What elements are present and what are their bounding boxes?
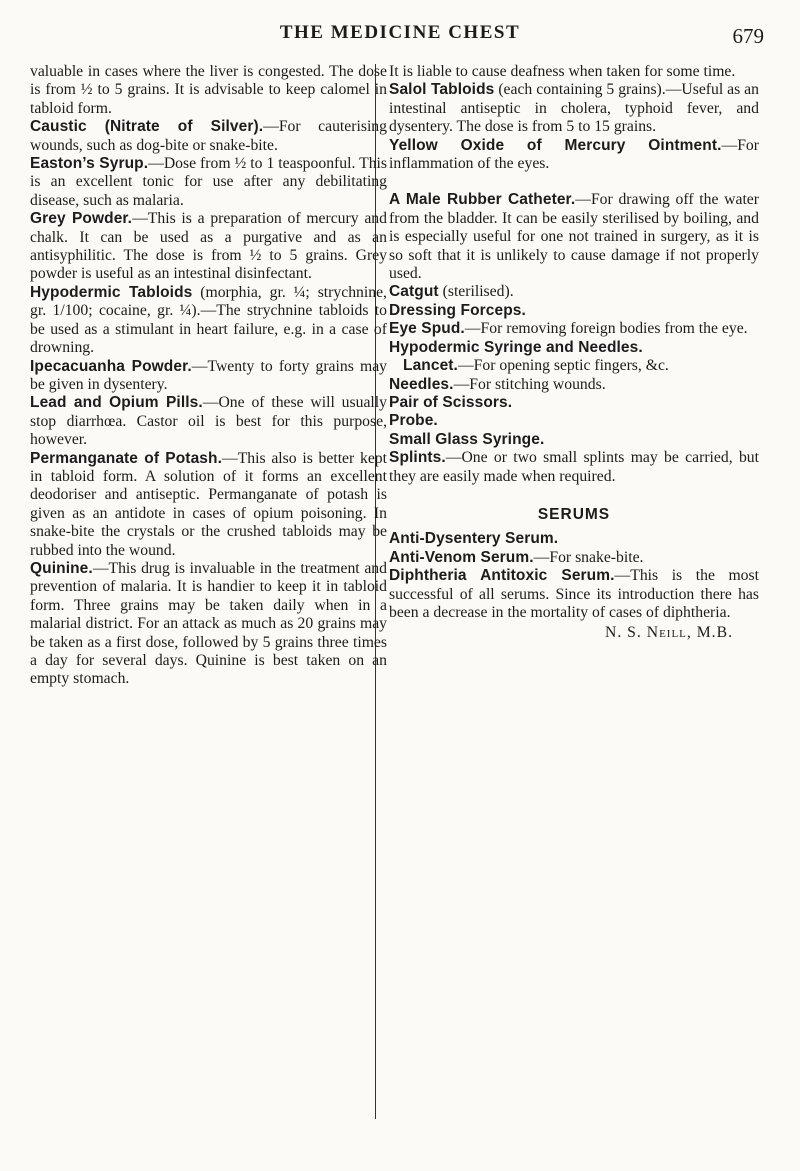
entry-term: Ipecacuanha Powder.: [30, 357, 192, 375]
entry-text: —Twenty to forty grains may be given in dysentery.: [30, 357, 388, 393]
entry-text: (each containing 5 grains).—Useful as an intestinal antiseptic in cholera, typhoid fever, and dysentery. The dose is from 5 to 15 grains.: [389, 81, 759, 136]
entry-eastons-syrup: [30, 155, 387, 210]
entry-term: Probe.: [389, 412, 438, 430]
entry-term: Lancet.: [403, 357, 458, 375]
paragraph-text: It is liable to cause deafness when taken for some time.: [389, 63, 736, 80]
entry-eye-spud: [389, 320, 759, 338]
entry-ipecacuanha: [30, 358, 387, 395]
entry-probe: [389, 412, 759, 430]
entry-quinine: [30, 560, 387, 689]
entry-term: Hypodermic Syringe and Needles.: [389, 338, 643, 356]
entry-term: Salol Tabloids: [389, 81, 495, 99]
entry-term: Caustic (Nitrate of Silver).: [30, 118, 264, 136]
entry-term: Easton’s Syrup.: [30, 155, 149, 173]
entry-salol-tabloids: [389, 81, 759, 136]
entry-text: (morphia, gr. ¼; strychnine, gr. 1/100; cocaine, gr. ¼).—The strychnine tabloids to be used as a stimulant in heart failure, e.g. in a case of drowning.: [30, 283, 387, 357]
entry-text: —This also is better kept in tabloid form. A solution of it forms an excellent deodoriser and antiseptic. Permanganate of potash is given as an antidote in cases of opium poisoning. In snake-bite the crystals or the crushed tabloids may be rubbed into the wound.: [30, 449, 387, 559]
entry-text: —For drawing off the water from the bladder. It can be easily sterilised by boiling, and is especially useful for one not trained in surgery, as it is so soft that it is unlikely to cause damage if not properly used.: [389, 191, 759, 283]
entry-term: Needles.: [389, 375, 454, 393]
entry-diphtheria-serum: [389, 567, 759, 622]
entry-text: —For cauterising wounds, such as dog-bite or snake-bite.: [30, 118, 387, 154]
entry-caustic: [30, 118, 387, 155]
author-signature: N. S. Neill, M.B.: [605, 624, 733, 642]
entry-term: Small Glass Syringe.: [389, 430, 545, 448]
entry-splints: [389, 449, 759, 486]
entry-term: Diphtheria Antitoxic Serum.: [389, 567, 615, 585]
entry-term: Eye Spud.: [389, 320, 465, 338]
entry-lancet: [389, 357, 759, 375]
entry-permanganate: [30, 450, 387, 560]
entry-hypodermic-tabloids: [30, 284, 387, 358]
entry-text: —For inflammation of the eyes.: [389, 136, 759, 173]
entry-term: Splints.: [389, 449, 446, 467]
section-gap: [389, 173, 759, 191]
entry-term: Hypodermic Tabloids: [30, 283, 193, 301]
entry-term: Grey Powder.: [30, 210, 133, 228]
entry-term: Quinine.: [30, 559, 93, 577]
entry-rubber-catheter: [389, 191, 759, 283]
right-column: [389, 63, 759, 643]
paragraph-quinine-continued: [389, 63, 759, 81]
entry-text: —For removing foreign bodies from the eye.: [464, 320, 748, 338]
entry-term: Permanganate of Potash.: [30, 449, 222, 467]
entry-anti-venom-serum: [389, 549, 759, 567]
entry-yellow-oxide: [389, 137, 759, 174]
entry-text: —One or two small splints may be carried, but they are easily made when required.: [389, 449, 759, 485]
running-head: THE MEDICINE CHEST: [279, 22, 521, 43]
entry-grey-powder: [30, 210, 387, 284]
left-column: [30, 63, 387, 689]
entry-text: (sterilised).: [438, 283, 514, 301]
entry-glass-syringe: [389, 431, 759, 449]
entry-text: —One of these will usually stop diarrhœa. Castor oil is best for this purpose, however.: [30, 394, 387, 449]
entry-hypodermic-syringe: [389, 339, 759, 357]
page-header: [0, 22, 800, 52]
page-number: 679: [732, 24, 764, 48]
entry-text: —This drug is invaluable in the treatment and prevention of malaria. It is handier to keep it in tabloid form. Three grains may be taken daily when in a malarial district. For an attack as much as 20 grains may be taken as a first dose, followed by 5 grains three times a day for several days. Quinine is best taken on an empty stomach.: [30, 559, 387, 688]
entry-dressing-forceps: [389, 302, 759, 320]
entry-scissors: [389, 394, 759, 412]
entry-text: —For stitching wounds.: [453, 375, 606, 393]
entry-text: —For snake-bite.: [533, 548, 644, 566]
paragraph-calomel-continued: [30, 63, 387, 118]
entry-term: Anti-Dysentery Serum.: [389, 530, 559, 548]
entry-term: Anti-Venom Serum.: [389, 548, 534, 566]
entry-term: Catgut: [389, 283, 439, 301]
entry-term: Pair of Scissors.: [389, 393, 513, 411]
entry-needles: [389, 376, 759, 394]
entry-text: —This is a preparation of mercury and chalk. It can be used as a purgative and as an antisyphilitic. The dose is from ½ to 5 grains. Grey powder is useful as an intestinal disinfectant.: [30, 210, 387, 283]
entry-term: Yellow Oxide of Mercury Ointment.: [389, 136, 722, 154]
entry-lead-opium-pills: [30, 394, 387, 449]
entry-term: Dressing Forceps.: [389, 301, 526, 319]
entry-catgut: [389, 283, 759, 301]
entry-term: Lead and Opium Pills.: [30, 394, 203, 412]
entry-term: A Male Rubber Catheter.: [389, 191, 576, 209]
entry-text: —For opening septic fingers, &c.: [457, 357, 669, 375]
serums-heading: SERUMS: [537, 505, 611, 523]
entry-text: —Dose from ½ to 1 teaspoonful. This is an excellent tonic for use after any debilitating disease, such as malaria.: [30, 155, 387, 209]
entry-text: —This is the most successful of all serums. Since its introduction there has been a decrease in the mortality of cases of diphtheria.: [389, 567, 759, 621]
paragraph-text: valuable in cases where the liver is congested. The dose is from ½ to 5 grains. It is advisable to keep calomel in tabloid form.: [30, 63, 387, 117]
entry-anti-dysentery-serum: [389, 530, 759, 548]
